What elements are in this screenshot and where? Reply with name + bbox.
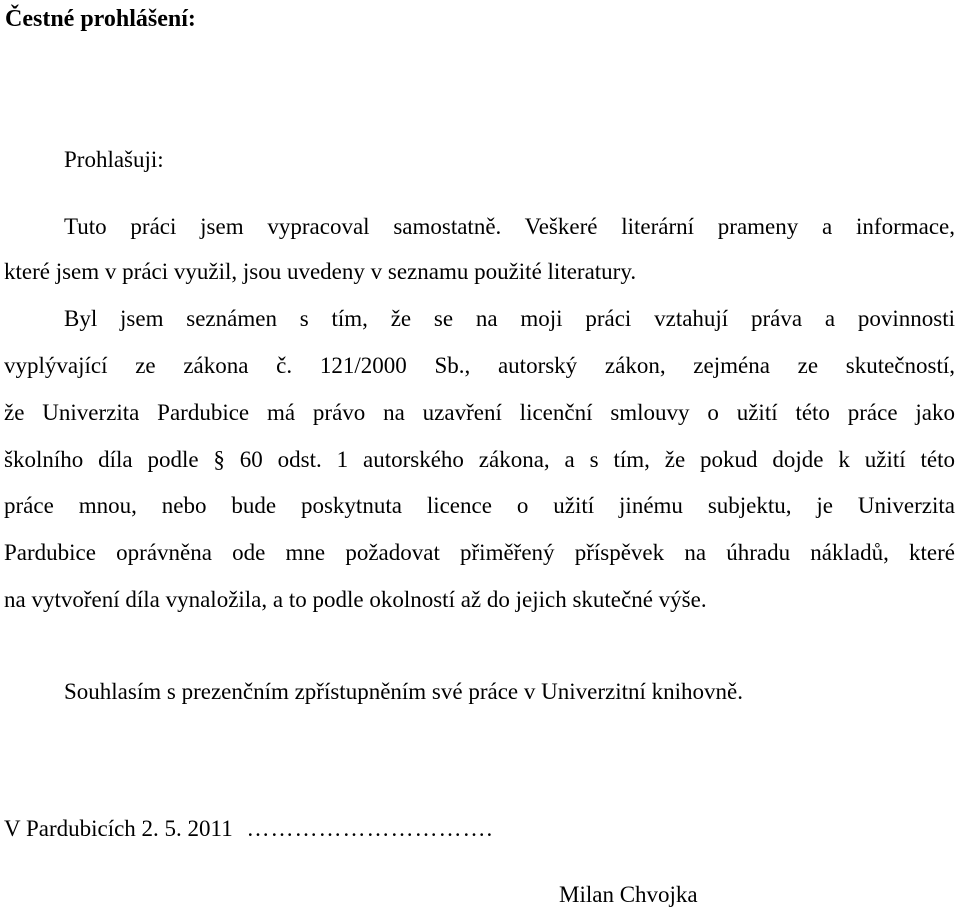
- body-line-5: že Univerzita Pardubice má právo na uzavření licenční smlouvy o užití této práce jako: [4, 400, 955, 425]
- body-line-8: Pardubice oprávněna ode mne požadovat přiměřený příspěvek na úhradu nákladů, které: [4, 540, 955, 565]
- body-line-1: Tuto práci jsem vypracoval samostatně. Veškeré literární prameny a informace,: [64, 214, 955, 239]
- signature-dots: ………………………….: [246, 816, 494, 841]
- body-line-6: školního díla podle § 60 odst. 1 autorského zákona, a s tím, že pokud dojde k užití této: [4, 447, 955, 472]
- body-line-4: vyplývající ze zákona č. 121/2000 Sb., autorský zákon, zejména ze skutečností,: [4, 353, 955, 378]
- place-date-line: [4, 814, 955, 844]
- body-line-7: práce mnou, nebo bude poskytnuta licence o užití jinému subjektu, je Univerzita: [4, 493, 955, 518]
- body-line-2: které jsem v práci využil, jsou uvedeny v seznamu použité literatury.: [4, 259, 637, 284]
- signature-name: Milan Chvojka: [559, 882, 698, 907]
- declaration-heading: Čestné prohlášení:: [5, 6, 196, 32]
- body-line-9: na vytvoření díla vynaložila, a to podle okolností až do jejich skutečné výše.: [4, 587, 707, 612]
- declare-label: Prohlašuji:: [64, 147, 164, 172]
- body-line-3: Byl jsem seznámen s tím, že se na moji práci vztahují práva a povinnosti: [64, 306, 955, 331]
- place-date: V Pardubicích 2. 5. 2011: [4, 816, 233, 841]
- consent-statement: Souhlasím s prezenčním zpřístupněním své práce v Univerzitní knihovně.: [64, 679, 743, 704]
